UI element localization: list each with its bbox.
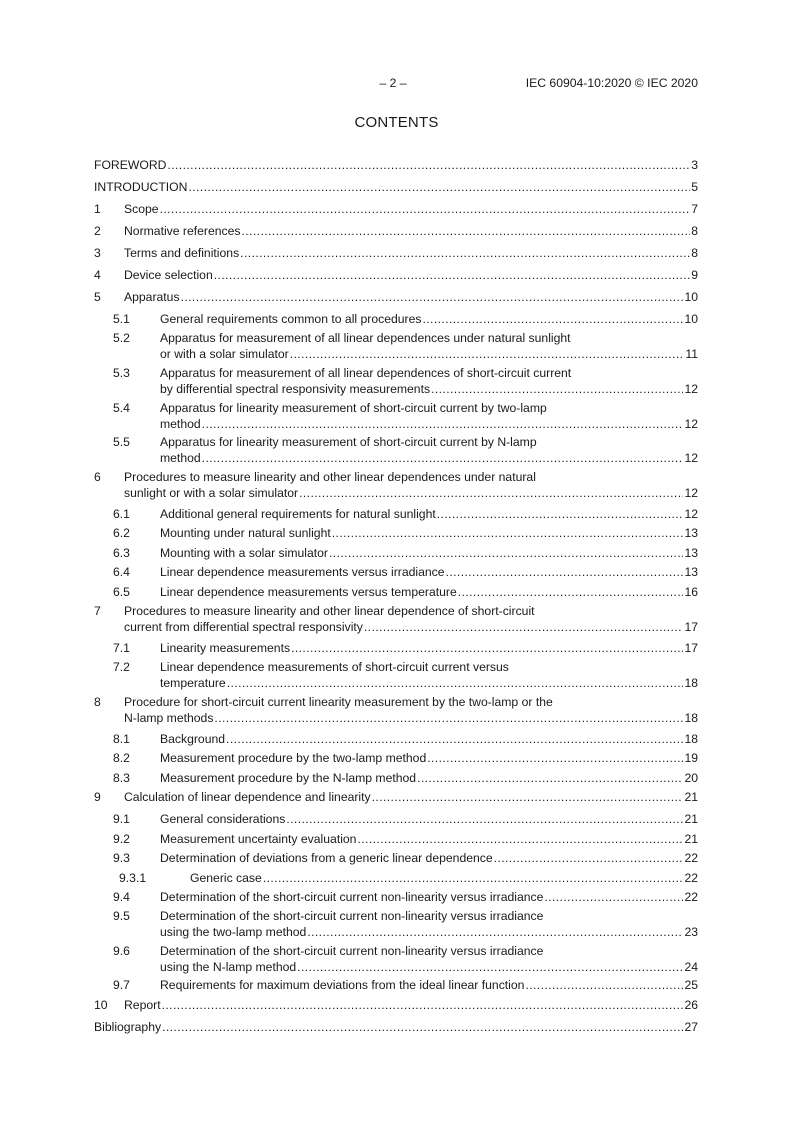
toc-page-number: 18	[684, 675, 698, 690]
toc-page-number: 13	[684, 526, 698, 540]
toc-entry-title: Calculation of linear dependence and linearity	[124, 790, 371, 804]
toc-page-number: 27	[684, 1020, 698, 1034]
toc-page-number: 22	[684, 871, 698, 885]
toc-page-number: 12	[684, 450, 698, 465]
toc-page-number: 10	[684, 290, 698, 304]
toc-entry-title: INTRODUCTION	[94, 180, 188, 194]
toc-entry-number: 9.7	[113, 978, 130, 992]
toc-entry-number: 5.2	[113, 331, 130, 345]
toc-entry-number: 6	[94, 470, 101, 484]
toc-entry-title: Bibliography	[94, 1020, 162, 1034]
toc-entry-number: 7.1	[113, 641, 130, 655]
toc-entry-number: 2	[94, 224, 101, 238]
dot-leader	[240, 246, 690, 262]
dot-leader	[242, 224, 691, 240]
dot-leader	[160, 202, 691, 218]
toc-entry-title: method	[160, 416, 201, 431]
toc-entry-number: 6.2	[113, 526, 130, 540]
toc-page-number: 19	[684, 751, 698, 765]
toc-entry-number: 3	[94, 246, 101, 260]
toc-page-number: 26	[684, 998, 698, 1012]
toc-entry-title: Measurement uncertainty evaluation	[160, 832, 357, 846]
toc-page-number: 3	[691, 158, 698, 172]
dot-leader	[431, 382, 683, 398]
toc-entry-title: Apparatus for measurement of all linear dependences of short-circuit current	[160, 366, 572, 380]
toc-entry-title: using the two-lamp method	[160, 924, 307, 939]
toc-entry-title: or with a solar simulator	[160, 346, 289, 361]
toc-entry-title: Apparatus	[124, 290, 180, 304]
toc-page-number: 18	[684, 710, 698, 725]
toc-page-number: 21	[684, 832, 698, 846]
toc-entry-number: 8.3	[113, 771, 130, 785]
toc-entry-title: Determination of the short-circuit current non-linearity versus irradiance	[160, 944, 544, 958]
toc-entry-title: Linearity measurements	[160, 641, 291, 655]
toc-entry-number: 6.4	[113, 565, 130, 579]
toc-entry-title: Procedure for short-circuit current linearity measurement by the two-lamp or the	[124, 695, 553, 709]
dot-leader	[291, 641, 683, 657]
toc-page-number: 22	[684, 890, 698, 904]
toc-entry-number: 9.4	[113, 890, 130, 904]
dot-leader	[525, 978, 683, 994]
toc-entry-number: 9	[94, 790, 101, 804]
toc-entry-number: 8.1	[113, 732, 130, 746]
toc-entry-title: N-lamp methods	[124, 710, 214, 725]
toc-entry-number: 9.5	[113, 909, 130, 923]
dot-leader	[437, 507, 684, 523]
toc-entry-number: 8.2	[113, 751, 130, 765]
dot-leader	[446, 565, 684, 581]
toc-page-number: 13	[684, 565, 698, 579]
toc-entry-title: Linear dependence measurements of short-circuit current versus	[160, 660, 509, 674]
toc-entry-title: method	[160, 450, 201, 465]
toc-entry-title: Background	[160, 732, 226, 746]
page-number: – 2 –	[379, 76, 407, 90]
toc-page-number: 16	[684, 585, 698, 599]
dot-leader	[357, 832, 683, 848]
dot-leader	[290, 347, 685, 363]
toc-entry-title: Requirements for maximum deviations from the ideal linear function	[160, 978, 525, 992]
toc-entry-title: Procedures to measure linearity and other linear dependence of short-circuit	[124, 604, 535, 618]
toc-page-number: 17	[684, 641, 698, 655]
dot-leader	[162, 1020, 683, 1036]
dot-leader	[297, 960, 683, 976]
toc-entry-number: 5.4	[113, 401, 130, 415]
toc-entry-number: 6.3	[113, 546, 130, 560]
toc-entry-number: 5.3	[113, 366, 130, 380]
toc-page-number: 10	[684, 312, 698, 326]
toc-entry-number: 9.3	[113, 851, 130, 865]
toc-entry-title: Report	[124, 998, 161, 1012]
toc-entry-title: Procedures to measure linearity and other linear dependences under natural	[124, 470, 536, 484]
toc-entry-number: 8	[94, 695, 101, 709]
dot-leader	[202, 451, 684, 467]
dot-leader	[299, 486, 683, 502]
document-reference: IEC 60904-10:2020 © IEC 2020	[525, 76, 698, 90]
toc-page-number: 8	[691, 224, 698, 238]
toc-page-number: 21	[684, 790, 698, 804]
toc-entry-title: Mounting with a solar simulator	[160, 546, 328, 560]
toc-page-number: 13	[684, 546, 698, 560]
dot-leader	[494, 851, 684, 867]
toc-entry-title: by differential spectral responsivity measurements	[160, 381, 431, 396]
toc-entry-number: 7	[94, 604, 101, 618]
page-header	[0, 76, 793, 92]
toc-page-number: 23	[684, 924, 698, 939]
toc-entry-number: 5	[94, 290, 101, 304]
toc-page-number: 22	[684, 851, 698, 865]
contents-title: CONTENTS	[354, 114, 439, 131]
toc-entry-number: 1	[94, 202, 101, 216]
dot-leader	[188, 180, 690, 196]
toc-entry-title: Additional general requirements for natural sunlight	[160, 507, 436, 521]
dot-leader	[307, 925, 683, 941]
toc-entry-title: General considerations	[160, 812, 286, 826]
dot-leader	[214, 711, 683, 727]
dot-leader	[214, 268, 690, 284]
toc-page-number: 18	[684, 732, 698, 746]
dot-leader	[329, 546, 683, 562]
toc-entry-title: General requirements common to all procedures	[160, 312, 422, 326]
toc-page-number: 5	[691, 180, 698, 194]
toc-entry-number: 9.1	[113, 812, 130, 826]
toc-page-number: 20	[684, 771, 698, 785]
toc-entry-title: sunlight or with a solar simulator	[124, 485, 299, 500]
toc-page-number: 17	[684, 619, 698, 634]
toc-entry-title: Determination of the short-circuit current non-linearity versus irradiance	[160, 909, 544, 923]
dot-leader	[227, 676, 684, 692]
toc-entry-number: 9.2	[113, 832, 130, 846]
toc-entry-title: using the N-lamp method	[160, 959, 297, 974]
dot-leader	[544, 890, 683, 906]
toc-entry-number: 5.5	[113, 435, 130, 449]
toc-page-number: 8	[691, 246, 698, 260]
dot-leader	[202, 417, 684, 433]
toc-entry-title: Scope	[124, 202, 159, 216]
toc-page-number: 12	[684, 507, 698, 521]
toc-entry-title: Measurement procedure by the two-lamp method	[160, 751, 427, 765]
toc-entry-title: Generic case	[190, 871, 262, 885]
toc-page-number: 12	[684, 485, 698, 500]
toc-entry-title: Apparatus for linearity measurement of short-circuit current by two-lamp	[160, 401, 547, 415]
toc-entry-title: Apparatus for measurement of all linear dependences under natural sunlight	[160, 331, 571, 345]
dot-leader	[226, 732, 683, 748]
dot-leader	[162, 998, 684, 1014]
dot-leader	[263, 871, 684, 887]
toc-entry-number: 4	[94, 268, 101, 282]
dot-leader	[286, 812, 683, 828]
toc-entry-number: 5.1	[113, 312, 130, 326]
toc-entry-number: 9.3.1	[119, 871, 147, 885]
toc-entry-title: Linear dependence measurements versus temperature	[160, 585, 457, 599]
toc-entry-title: Device selection	[124, 268, 213, 282]
toc-page-number: 9	[691, 268, 698, 282]
toc-page-number: 24	[684, 959, 698, 974]
dot-leader	[167, 158, 690, 174]
toc-entry-title: Mounting under natural sunlight	[160, 526, 331, 540]
toc-page-number: 21	[684, 812, 698, 826]
toc-entry-number: 6.5	[113, 585, 130, 599]
dot-leader	[417, 771, 683, 787]
dot-leader	[181, 290, 684, 306]
toc-page-number: 12	[684, 381, 698, 396]
toc-page-number: 7	[691, 202, 698, 216]
toc-entry-number: 10	[94, 998, 108, 1012]
toc-entry-title: Determination of the short-circuit current non-linearity versus irradiance	[160, 890, 544, 904]
toc-entry-number: 6.1	[113, 507, 130, 521]
toc-entry-title: Measurement procedure by the N-lamp method	[160, 771, 417, 785]
toc-entry-title: FOREWORD	[94, 158, 167, 172]
toc-entry-number: 7.2	[113, 660, 130, 674]
toc-page-number: 11	[685, 346, 698, 361]
dot-leader	[422, 312, 683, 328]
dot-leader	[364, 620, 684, 636]
toc-entry-number: 9.6	[113, 944, 130, 958]
dot-leader	[427, 751, 683, 767]
dot-leader	[458, 585, 684, 601]
toc-page-number: 12	[684, 416, 698, 431]
toc-entry-title: temperature	[160, 675, 226, 690]
toc-entry-title: Apparatus for linearity measurement of short-circuit current by N-lamp	[160, 435, 537, 449]
dot-leader	[332, 526, 684, 542]
toc-entry-title: Determination of deviations from a generic linear dependence	[160, 851, 493, 865]
toc-entry-title: Terms and definitions	[124, 246, 240, 260]
toc-entry-title: Normative references	[124, 224, 241, 238]
dot-leader	[372, 790, 684, 806]
toc-entry-title: Linear dependence measurements versus irradiance	[160, 565, 445, 579]
toc-entry-title: current from differential spectral responsivity	[124, 619, 363, 634]
toc-page-number: 25	[684, 978, 698, 992]
